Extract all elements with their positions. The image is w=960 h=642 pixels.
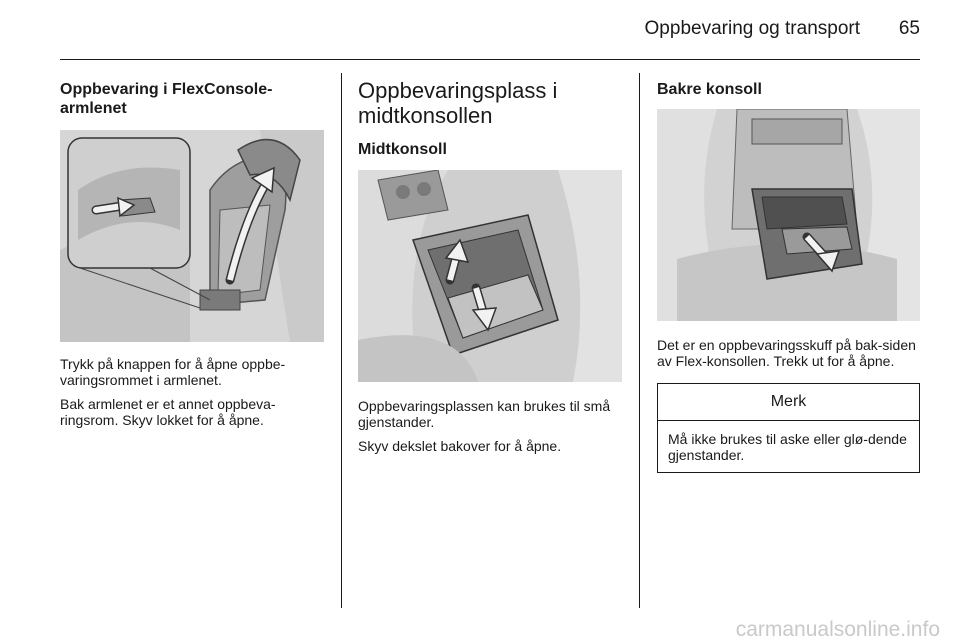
armrest-heading: Oppbevaring i FlexConsole-armlenet bbox=[60, 81, 273, 117]
rear-console-illustration bbox=[657, 109, 920, 321]
rear-console-paragraph-1: Det er en oppbevaringsskuff på bak-siden av Flex-konsollen. Trekk ut for å åpne. bbox=[657, 337, 916, 369]
watermark: carmanualsonline.info bbox=[735, 618, 940, 641]
column-rear-console bbox=[657, 78, 920, 473]
column-armrest bbox=[60, 78, 328, 436]
armrest-paragraph-2: Bak armlenet er et annet oppbeva-ringsrom. Skyv lokket for å åpne. bbox=[60, 396, 276, 428]
center-console-subheading: Midtkonsoll bbox=[358, 141, 447, 158]
center-console-heading: Oppbevaringsplass i midtkonsollen bbox=[358, 78, 558, 128]
column-center-console bbox=[358, 78, 622, 462]
note-box bbox=[657, 383, 920, 473]
note-title: Merk bbox=[658, 384, 919, 421]
section-title: Oppbevaring og transport bbox=[644, 18, 860, 39]
armrest-illustration bbox=[60, 130, 324, 342]
center-console-paragraph-1: Oppbevaringsplassen kan brukes til små gjenstander. bbox=[358, 398, 611, 430]
column-divider bbox=[341, 73, 342, 608]
center-console-illustration bbox=[358, 170, 622, 382]
note-body: Må ikke brukes til aske eller glø-dende gjenstander. bbox=[668, 431, 907, 463]
center-console-paragraph-2: Skyv dekslet bakover for å åpne. bbox=[358, 438, 562, 454]
rear-console-heading: Bakre konsoll bbox=[657, 81, 762, 98]
header-rule bbox=[60, 59, 920, 60]
page-number: 65 bbox=[898, 18, 920, 39]
column-divider bbox=[639, 73, 640, 608]
armrest-paragraph-1: Trykk på knappen for å åpne oppbe-varingsrommet i armlenet. bbox=[60, 356, 286, 388]
